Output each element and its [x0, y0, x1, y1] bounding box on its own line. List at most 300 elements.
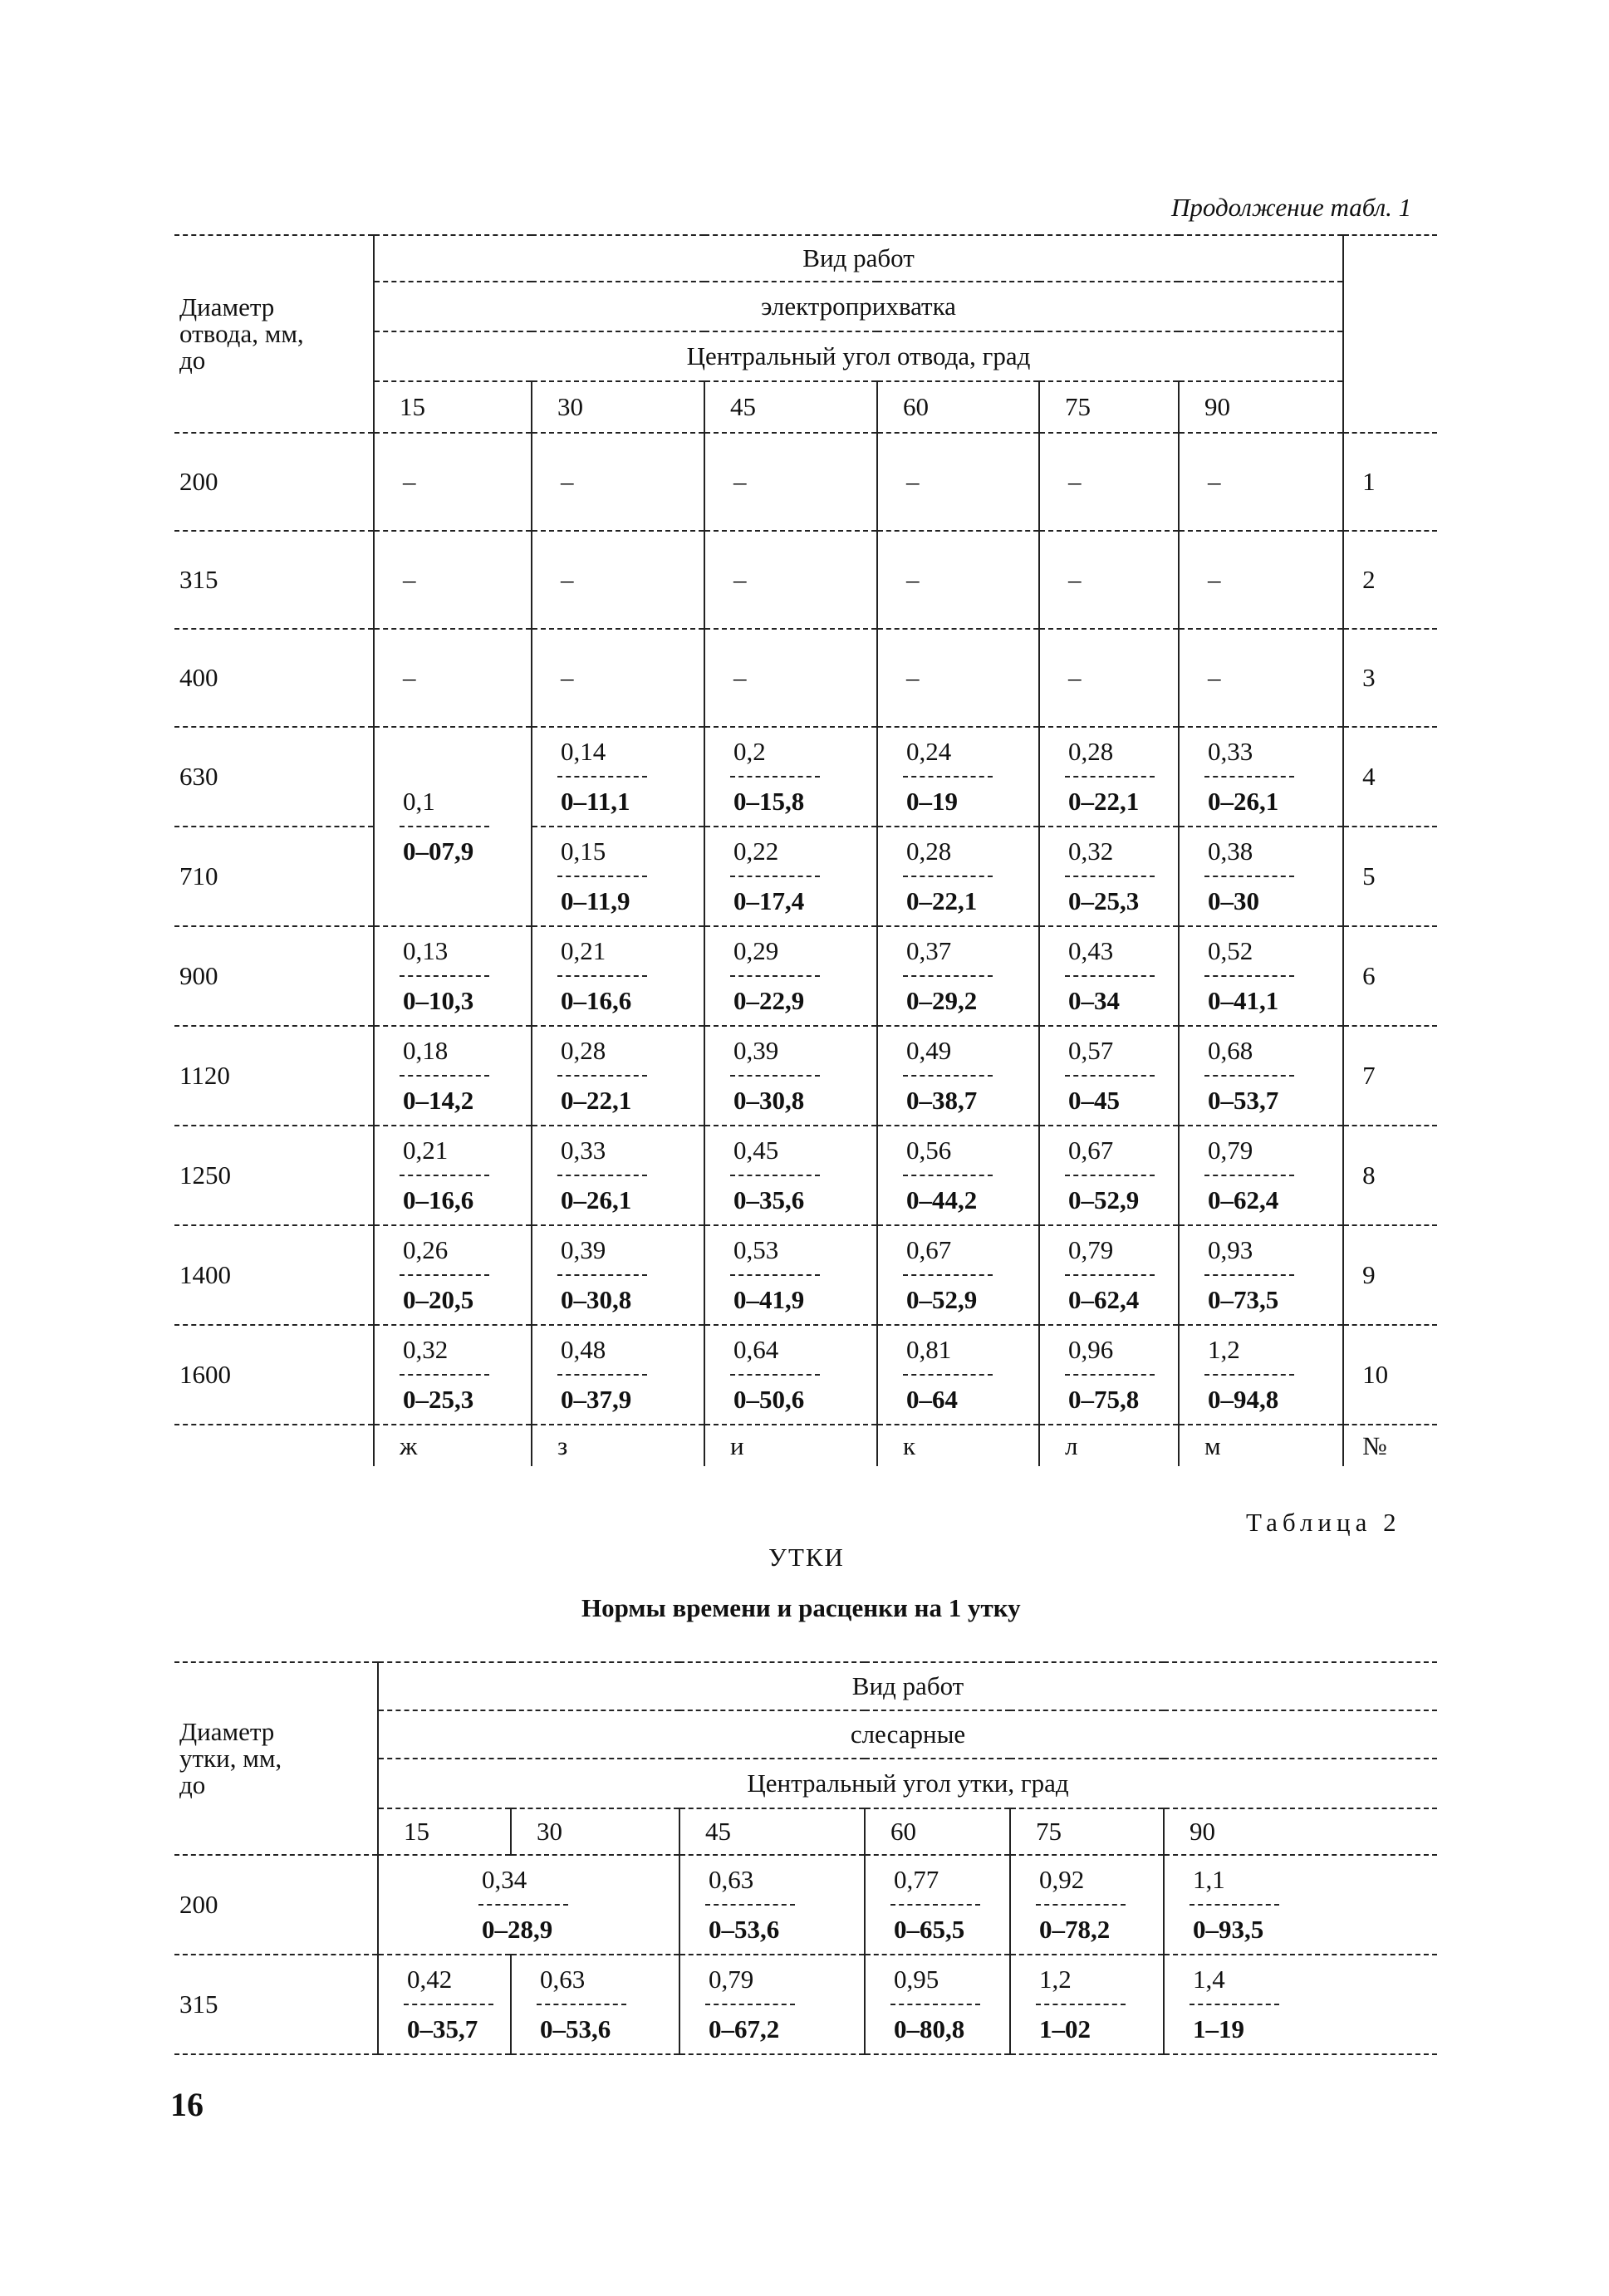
work-type-label: Вид работ [378, 1662, 1437, 1710]
diameter-header [174, 1662, 378, 1855]
value-fraction [1065, 827, 1155, 925]
price-rate: 0–17,4 [733, 886, 805, 915]
value-fraction [400, 1326, 489, 1424]
value-cell [374, 1225, 532, 1325]
value-fraction [730, 827, 820, 925]
angle-30: 30 [532, 381, 704, 433]
column-letter: к [877, 1425, 1039, 1466]
time-norm: 0,22 [730, 827, 820, 877]
table-row [174, 433, 1437, 531]
column-letter: и [704, 1425, 877, 1466]
value-fraction [400, 1027, 489, 1125]
price-rate: 0–52,9 [1068, 1185, 1140, 1214]
value-fraction [1204, 927, 1294, 1025]
time-norm: 0,77 [890, 1856, 980, 1906]
value-fraction [1036, 1856, 1126, 1954]
work-type: слесарные [378, 1710, 1437, 1759]
no-label: № [1362, 1430, 1387, 1460]
price-rate: 0–38,7 [906, 1086, 978, 1115]
table-row [174, 926, 1437, 1026]
table-2-caption: Таблица 2 [1246, 1508, 1401, 1537]
row-number: 10 [1343, 1325, 1437, 1425]
value-fraction [730, 1226, 820, 1324]
value-cell [877, 1126, 1039, 1225]
time-norm: 1,2 [1204, 1326, 1294, 1376]
price-rate: 0–22,1 [1068, 787, 1140, 816]
value-cell [1179, 727, 1343, 827]
price-rate: 0–64 [906, 1385, 958, 1414]
empty-cell: – [374, 531, 532, 629]
value-cell [374, 1126, 532, 1225]
value-cell [704, 1126, 877, 1225]
angle-75: 75 [1039, 381, 1179, 433]
price-rate: 0–44,2 [906, 1185, 978, 1214]
value-cell [1179, 1225, 1343, 1325]
empty-cell: – [1039, 433, 1179, 531]
price-rate: 0–62,4 [1068, 1285, 1140, 1314]
table-row [174, 629, 1437, 727]
table-row [174, 1855, 1437, 1955]
value-cell [704, 1225, 877, 1325]
time-norm: 0,28 [557, 1027, 647, 1077]
price-rate: 0–53,6 [540, 2014, 611, 2043]
row-number: 8 [1343, 1126, 1437, 1225]
price-rate: 0–25,3 [1068, 886, 1140, 915]
price-rate: 0–94,8 [1208, 1385, 1279, 1414]
row-number: 3 [1343, 629, 1437, 727]
angle-90: 90 [1179, 381, 1343, 433]
diameter-cell: 900 [174, 926, 374, 1026]
empty-cell: – [532, 531, 704, 629]
table-2-subtitle: Нормы времени и расценки на 1 утку [581, 1593, 1021, 1622]
work-type-label: Вид работ [374, 235, 1343, 282]
angle-label: Центральный угол отвода, град [374, 331, 1343, 381]
angle-90: 90 [1164, 1808, 1437, 1855]
table-row [174, 827, 1437, 926]
column-letter: л [1039, 1425, 1179, 1466]
diameter-header-text: Диаметр отвода, мм, до [179, 292, 304, 375]
time-norm: 0,53 [730, 1226, 820, 1276]
table-row [174, 1026, 1437, 1126]
value-cell [1010, 1855, 1164, 1955]
angle-30: 30 [511, 1808, 679, 1855]
empty-cell: – [704, 531, 877, 629]
table-row [174, 727, 1437, 827]
empty-cell: – [704, 629, 877, 727]
diameter-cell: 1400 [174, 1225, 374, 1325]
time-norm: 0,39 [730, 1027, 820, 1077]
price-rate: 0–29,2 [906, 986, 978, 1015]
value-fraction [404, 1955, 493, 2053]
time-norm: 0,32 [400, 1326, 489, 1376]
value-cell [877, 827, 1039, 926]
value-cell [1164, 1955, 1437, 2054]
value-cell [679, 1955, 865, 2054]
value-fraction [557, 1326, 647, 1424]
table-row [174, 1325, 1437, 1425]
time-norm: 0,1 [400, 778, 489, 827]
value-fraction [890, 1955, 980, 2053]
value-cell [1179, 1026, 1343, 1126]
price-rate: 0–15,8 [733, 787, 805, 816]
angle-60: 60 [877, 381, 1039, 433]
time-norm: 0,56 [903, 1126, 993, 1176]
value-cell [704, 727, 877, 827]
value-cell [1039, 1026, 1179, 1126]
value-fraction [1204, 1027, 1294, 1125]
time-norm: 0,63 [537, 1955, 626, 2005]
value-fraction [478, 1856, 568, 1954]
continuation-label: Продолжение табл. 1 [1171, 193, 1412, 222]
price-rate: 0–22,1 [561, 1086, 632, 1115]
price-rate: 0–41,9 [733, 1285, 805, 1314]
time-norm: 0,79 [1065, 1226, 1155, 1276]
value-fraction [400, 1126, 489, 1224]
time-norm: 1,4 [1190, 1955, 1279, 2005]
value-fraction [1204, 827, 1294, 925]
time-norm: 0,34 [478, 1856, 568, 1906]
value-cell [1010, 1955, 1164, 2054]
work-type: электроприхватка [374, 282, 1343, 331]
time-norm: 0,38 [1204, 827, 1294, 877]
time-norm: 0,13 [400, 927, 489, 977]
value-cell [704, 1325, 877, 1425]
diameter-cell: 400 [174, 629, 374, 727]
value-cell [704, 926, 877, 1026]
value-cell [1179, 926, 1343, 1026]
merged-cell [378, 1855, 679, 1955]
time-norm: 0,33 [1204, 728, 1294, 778]
value-fraction [400, 927, 489, 1025]
value-cell [704, 827, 877, 926]
price-rate: 0–16,6 [403, 1185, 474, 1214]
angle-label: Центральный угол утки, град [378, 1759, 1437, 1808]
time-norm: 0,96 [1065, 1326, 1155, 1376]
empty-cell: – [1039, 629, 1179, 727]
value-fraction [557, 1226, 647, 1324]
diameter-cell: 710 [174, 827, 374, 926]
value-cell [1039, 727, 1179, 827]
price-rate: 0–30,8 [733, 1086, 805, 1115]
value-fraction [1036, 1955, 1126, 2053]
header-row [174, 1662, 1437, 1710]
value-cell [1039, 1225, 1179, 1325]
diameter-cell: 1250 [174, 1126, 374, 1225]
value-cell [532, 1225, 704, 1325]
diameter-cell: 1120 [174, 1026, 374, 1126]
time-norm: 0,48 [557, 1326, 647, 1376]
value-fraction [903, 728, 993, 826]
time-norm: 0,42 [404, 1955, 493, 2005]
page-number: 16 [170, 2086, 204, 2123]
value-cell [865, 1955, 1010, 2054]
table-2 [174, 1661, 1437, 2055]
price-rate: 0–35,7 [407, 2014, 478, 2043]
price-rate: 0–34 [1068, 986, 1120, 1015]
price-rate: 0–30 [1208, 886, 1259, 915]
value-cell [865, 1855, 1010, 1955]
price-rate: 0–45 [1068, 1086, 1120, 1115]
value-fraction [557, 1027, 647, 1125]
letters-blank [174, 1425, 374, 1466]
price-rate: 0–19 [906, 787, 958, 816]
time-norm: 0,79 [1204, 1126, 1294, 1176]
time-norm: 0,2 [730, 728, 820, 778]
table-row [174, 1955, 1437, 2054]
price-rate: 0–30,8 [561, 1285, 632, 1314]
value-cell [679, 1855, 865, 1955]
value-cell [374, 1026, 532, 1126]
price-rate: 0–52,9 [906, 1285, 978, 1314]
value-fraction [730, 927, 820, 1025]
time-norm: 0,67 [903, 1226, 993, 1276]
price-rate: 0–22,9 [733, 986, 805, 1015]
value-cell [1039, 926, 1179, 1026]
row-number: 1 [1343, 433, 1437, 531]
value-fraction [890, 1856, 980, 1954]
time-norm: 1,2 [1036, 1955, 1126, 2005]
angle-15: 15 [378, 1808, 511, 1855]
value-fraction [903, 927, 993, 1025]
value-cell [877, 727, 1039, 827]
price-rate: 1–19 [1193, 2014, 1244, 2043]
value-fraction [1190, 1955, 1279, 2053]
empty-cell: – [1179, 629, 1343, 727]
time-norm: 0,28 [903, 827, 993, 877]
table-row [174, 531, 1437, 629]
value-fraction [1204, 1226, 1294, 1324]
value-fraction [400, 1226, 489, 1324]
value-cell [511, 1955, 679, 2054]
time-norm: 1,1 [1190, 1856, 1279, 1906]
value-cell [532, 1026, 704, 1126]
value-fraction [557, 728, 647, 826]
price-rate: 0–16,6 [561, 986, 632, 1015]
empty-cell: – [877, 629, 1039, 727]
time-norm: 0,43 [1065, 927, 1155, 977]
price-rate: 0–53,7 [1208, 1086, 1279, 1115]
value-fraction [903, 1326, 993, 1424]
price-rate: 0–10,3 [403, 986, 474, 1015]
price-rate: 0–37,9 [561, 1385, 632, 1414]
value-fraction [557, 1126, 647, 1224]
price-rate: 0–62,4 [1208, 1185, 1279, 1214]
table-row [174, 1126, 1437, 1225]
price-rate: 0–11,9 [561, 886, 630, 915]
angle-15: 15 [374, 381, 532, 433]
empty-cell: – [374, 433, 532, 531]
time-norm: 0,15 [557, 827, 647, 877]
time-norm: 0,21 [400, 1126, 489, 1176]
header-row [174, 235, 1437, 282]
index-header [1343, 235, 1437, 433]
value-cell [374, 926, 532, 1026]
value-cell [877, 1325, 1039, 1425]
value-cell [1039, 1126, 1179, 1225]
time-norm: 0,79 [705, 1955, 795, 2005]
empty-cell: – [704, 433, 877, 531]
value-fraction [730, 1126, 820, 1224]
time-norm: 0,14 [557, 728, 647, 778]
price-rate: 0–80,8 [894, 2014, 965, 2043]
empty-cell: – [1039, 531, 1179, 629]
price-rate: 0–75,8 [1068, 1385, 1140, 1414]
price-rate: 0–67,2 [709, 2014, 780, 2043]
diameter-cell: 315 [174, 1955, 378, 2054]
price-rate: 0–65,5 [894, 1915, 965, 1944]
column-letter: м [1179, 1425, 1343, 1466]
time-norm: 0,32 [1065, 827, 1155, 877]
value-fraction [730, 1027, 820, 1125]
time-norm: 0,39 [557, 1226, 647, 1276]
value-fraction [903, 1226, 993, 1324]
value-cell [532, 727, 704, 827]
time-norm: 0,45 [730, 1126, 820, 1176]
diameter-cell: 315 [174, 531, 374, 629]
column-letter: з [532, 1425, 704, 1466]
angle-45: 45 [704, 381, 877, 433]
time-norm: 0,67 [1065, 1126, 1155, 1176]
row-number: 2 [1343, 531, 1437, 629]
value-cell [532, 827, 704, 926]
empty-cell: – [1179, 531, 1343, 629]
price-rate: 0–28,9 [482, 1915, 553, 1944]
value-fraction [1065, 1226, 1155, 1324]
time-norm: 0,93 [1204, 1226, 1294, 1276]
time-norm: 0,49 [903, 1027, 993, 1077]
value-cell [532, 926, 704, 1026]
value-cell [877, 1026, 1039, 1126]
value-fraction [1065, 1027, 1155, 1125]
value-fraction [1204, 1326, 1294, 1424]
value-cell [532, 1126, 704, 1225]
value-fraction [705, 1955, 795, 2053]
row-number: 7 [1343, 1026, 1437, 1126]
value-cell [1179, 1325, 1343, 1425]
time-norm: 0,63 [705, 1856, 795, 1906]
empty-cell: – [1179, 433, 1343, 531]
time-norm: 0,21 [557, 927, 647, 977]
value-fraction [903, 1027, 993, 1125]
table-1 [174, 234, 1437, 1466]
price-rate: 1–02 [1039, 2014, 1091, 2043]
price-rate: 0–50,6 [733, 1385, 805, 1414]
price-rate: 0–11,1 [561, 787, 630, 816]
price-rate: 0–26,1 [1208, 787, 1279, 816]
row-number: 5 [1343, 827, 1437, 926]
value-fraction [903, 1126, 993, 1224]
value-cell [532, 1325, 704, 1425]
price-rate: 0–07,9 [403, 836, 474, 866]
diameter-header [174, 235, 374, 433]
empty-cell: – [877, 531, 1039, 629]
time-norm: 0,28 [1065, 728, 1155, 778]
price-rate: 0–25,3 [403, 1385, 474, 1414]
diameter-cell: 200 [174, 433, 374, 531]
value-fraction [1065, 1126, 1155, 1224]
time-norm: 0,26 [400, 1226, 489, 1276]
table-2-name: УТКИ [768, 1543, 845, 1572]
value-fraction [1204, 1126, 1294, 1224]
value-cell [1179, 1126, 1343, 1225]
empty-cell: – [532, 629, 704, 727]
price-rate: 0–35,6 [733, 1185, 805, 1214]
table-row [174, 1225, 1437, 1325]
time-norm: 0,18 [400, 1027, 489, 1077]
row-number: 6 [1343, 926, 1437, 1026]
value-cell [1039, 827, 1179, 926]
value-fraction [730, 728, 820, 826]
value-fraction [557, 927, 647, 1025]
diameter-cell: 630 [174, 727, 374, 827]
value-cell [877, 926, 1039, 1026]
time-norm: 0,37 [903, 927, 993, 977]
value-fraction [903, 827, 993, 925]
value-fraction [537, 1955, 626, 2053]
price-rate: 0–41,1 [1208, 986, 1279, 1015]
angle-60: 60 [865, 1808, 1010, 1855]
time-norm: 0,68 [1204, 1027, 1294, 1077]
value-fraction [557, 827, 647, 925]
time-norm: 0,92 [1036, 1856, 1126, 1906]
value-fraction [730, 1326, 820, 1424]
angle-45: 45 [679, 1808, 865, 1855]
diameter-header-text: Диаметр утки, мм, до [179, 1717, 282, 1799]
price-rate: 0–78,2 [1039, 1915, 1111, 1944]
diameter-cell: 1600 [174, 1325, 374, 1425]
empty-cell: – [374, 629, 532, 727]
price-rate: 0–93,5 [1193, 1915, 1264, 1944]
value-fraction [705, 1856, 795, 1954]
price-rate: 0–26,1 [561, 1185, 632, 1214]
time-norm: 0,29 [730, 927, 820, 977]
time-norm: 0,95 [890, 1955, 980, 2005]
value-fraction [1204, 728, 1294, 826]
time-norm: 0,33 [557, 1126, 647, 1176]
time-norm: 0,64 [730, 1326, 820, 1376]
value-fraction [1065, 728, 1155, 826]
letters-row [174, 1425, 1437, 1466]
column-letter: ж [374, 1425, 532, 1466]
empty-cell: – [877, 433, 1039, 531]
value-fraction [1190, 1856, 1279, 1954]
merged-cell [374, 727, 532, 926]
price-rate: 0–73,5 [1208, 1285, 1279, 1314]
time-norm: 0,24 [903, 728, 993, 778]
value-fraction [400, 778, 489, 876]
row-number: 4 [1343, 727, 1437, 827]
row-number: 9 [1343, 1225, 1437, 1325]
price-rate: 0–22,1 [906, 886, 978, 915]
price-rate: 0–53,6 [709, 1915, 780, 1944]
value-fraction [1065, 1326, 1155, 1424]
price-rate: 0–20,5 [403, 1285, 474, 1314]
value-cell [1179, 827, 1343, 926]
time-norm: 0,57 [1065, 1027, 1155, 1077]
time-norm: 0,81 [903, 1326, 993, 1376]
value-cell [1164, 1855, 1437, 1955]
price-rate: 0–14,2 [403, 1086, 474, 1115]
value-cell [704, 1026, 877, 1126]
value-cell [1039, 1325, 1179, 1425]
angle-75: 75 [1010, 1808, 1164, 1855]
value-cell [877, 1225, 1039, 1325]
diameter-cell: 200 [174, 1855, 378, 1955]
empty-cell: – [532, 433, 704, 531]
value-cell [378, 1955, 511, 2054]
value-cell [374, 1325, 532, 1425]
value-fraction [1065, 927, 1155, 1025]
